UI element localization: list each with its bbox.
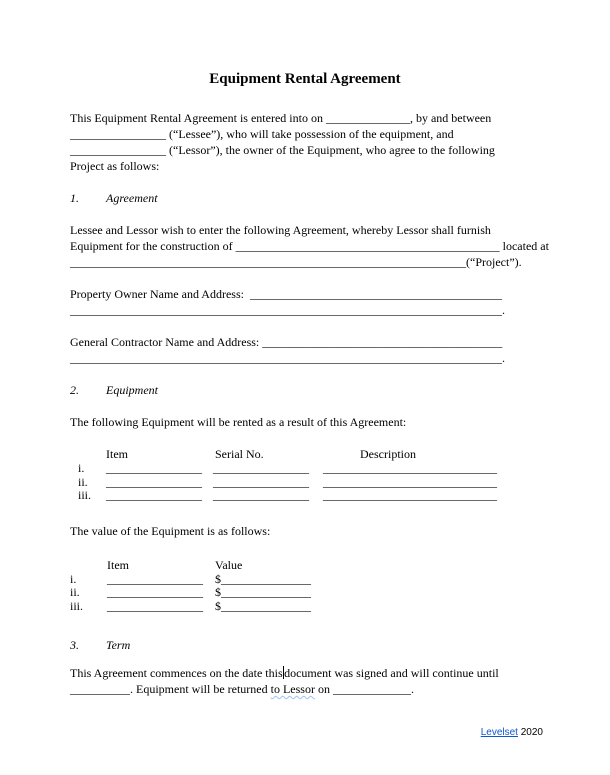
description-blank-field[interactable]: _____________________________ [323, 488, 497, 502]
section-1-heading [70, 190, 540, 206]
table-row [70, 600, 540, 614]
value-table-header-row [70, 557, 540, 573]
serial-blank-field[interactable]: ________________ [213, 488, 309, 502]
description-blank-field[interactable]: _____________________________ [323, 474, 497, 489]
property-owner-line-2 [70, 302, 540, 318]
column-header-item: Item [107, 557, 129, 572]
section-2-label: Equipment [106, 383, 158, 397]
section-1-number: 1. [70, 191, 79, 205]
agreement-line-2 [70, 238, 549, 254]
table-row [78, 476, 540, 490]
item-blank-field[interactable]: ________________ [106, 474, 202, 489]
row-numeral: ii. [78, 474, 88, 489]
general-contractor-line-1 [70, 334, 540, 350]
row-numeral: i. [78, 461, 85, 475]
project-location-blank-field[interactable]: __________________________________________________________________ [70, 255, 466, 269]
intro-text-post: , by and between [409, 111, 492, 125]
term-end-blank-field[interactable]: __________ [70, 682, 130, 696]
general-contractor-blank-field-2[interactable]: ________________________________________________________________________ [70, 351, 502, 365]
dollar-sign: $ [215, 585, 221, 599]
table-row [70, 586, 540, 600]
dollar-sign: $ [215, 598, 221, 613]
equipment-intro-paragraph: The following Equipment will be rented as a result of this Agreement: [70, 415, 407, 429]
general-contractor-paragraph [70, 334, 540, 366]
dollar-sign: $ [215, 571, 221, 586]
equipment-table [70, 446, 540, 503]
table-row [78, 462, 540, 476]
intro-line-3 [70, 142, 540, 158]
agreement-line-3 [70, 254, 540, 270]
construction-text: Equipment for the construction of [70, 239, 236, 253]
lessee-name-blank-field[interactable]: ________________ [70, 127, 166, 141]
value-blank-field[interactable]: _______________ [221, 571, 311, 586]
intro-line-4: Project as follows: [70, 159, 160, 173]
item-blank-field[interactable]: ________________ [106, 488, 202, 502]
section-2-number: 2. [70, 383, 79, 397]
term-text-pre: This Agreement commences on the date this [70, 666, 283, 680]
section-1-label: Agreement [106, 191, 158, 205]
intro-paragraph [70, 110, 540, 174]
value-table [70, 557, 540, 614]
period-text: . [502, 351, 505, 365]
column-header-serial: Serial No. [215, 447, 264, 461]
row-numeral: i. [70, 571, 77, 586]
property-owner-label: Property Owner Name and Address: [70, 287, 250, 301]
section-3-number: 3. [70, 638, 79, 652]
intro-line-1 [70, 110, 540, 126]
document-title: Equipment Rental Agreement [209, 71, 401, 87]
serial-blank-field[interactable]: ________________ [213, 474, 309, 489]
row-numeral: iii. [78, 488, 92, 502]
date-blank-field[interactable]: ______________ [325, 111, 410, 125]
item-blank-field[interactable]: ________________ [107, 598, 203, 613]
table-row [70, 573, 540, 587]
return-date-blank-field[interactable]: _____________ [332, 682, 411, 696]
general-contractor-line-2 [70, 350, 540, 366]
page-footer [481, 727, 543, 739]
column-header-value: Value [215, 557, 243, 572]
located-at-text: located at [499, 239, 549, 253]
property-owner-blank-field-2[interactable]: ________________________________________________________________________ [70, 303, 502, 317]
general-contractor-blank-field-1[interactable]: ________________________________________ [262, 335, 503, 349]
grammar-flagged-text[interactable]: to Lessor [270, 682, 315, 696]
property-owner-blank-field-1[interactable]: __________________________________________ [249, 287, 502, 301]
term-line-2 [70, 681, 540, 697]
project-label-text: (“Project”). [466, 255, 522, 269]
intro-line-2 [70, 126, 540, 142]
property-owner-paragraph [70, 286, 540, 318]
item-blank-field[interactable]: ________________ [107, 585, 203, 599]
term-paragraph [70, 665, 540, 697]
value-blank-field[interactable]: _______________ [221, 585, 311, 599]
item-blank-field[interactable]: ________________ [106, 461, 202, 475]
levelset-link[interactable]: Levelset [480, 727, 518, 738]
row-numeral: ii. [70, 585, 80, 599]
row-numeral: iii. [70, 598, 84, 613]
term-line-1 [70, 665, 540, 681]
lessor-name-blank-field[interactable]: ________________ [70, 143, 166, 157]
general-contractor-label: General Contractor Name and Address: [70, 335, 263, 349]
lessee-text: (“Lessee”), who will take possession of the equipment, and [166, 127, 454, 141]
agreement-paragraph [70, 222, 549, 270]
item-blank-field[interactable]: ________________ [107, 571, 203, 586]
section-3-heading [70, 637, 540, 653]
term-text-on: on [314, 682, 333, 696]
agreement-line-1: Lessee and Lessor wish to enter the following Agreement, whereby Lessor shall furnish [70, 223, 491, 237]
value-intro-paragraph: The value of the Equipment is as follows: [70, 523, 271, 538]
serial-blank-field[interactable]: ________________ [213, 461, 309, 475]
footer-year: 2020 [517, 727, 543, 738]
value-blank-field[interactable]: _______________ [221, 598, 311, 613]
lessor-text: (“Lessor”), the owner of the Equipment, who agree to the following [166, 143, 495, 157]
construction-blank-field[interactable]: ____________________________________________ [235, 239, 500, 253]
description-blank-field[interactable]: _____________________________ [323, 461, 497, 475]
period-text: . [410, 682, 414, 696]
column-header-description: Description [360, 447, 416, 461]
section-2-heading [70, 382, 540, 398]
equipment-table-header-row [78, 446, 540, 462]
table-row [78, 489, 540, 503]
section-3-label: Term [106, 638, 131, 652]
property-owner-line-1 [70, 286, 540, 302]
period-text: . [502, 303, 505, 317]
column-header-item: Item [106, 447, 128, 461]
term-text-post: document was signed and will continue until [284, 666, 499, 680]
intro-text-pre: This Equipment Rental Agreement is entered into on [70, 111, 326, 125]
term-text-mid: . Equipment will be returned [130, 682, 271, 696]
